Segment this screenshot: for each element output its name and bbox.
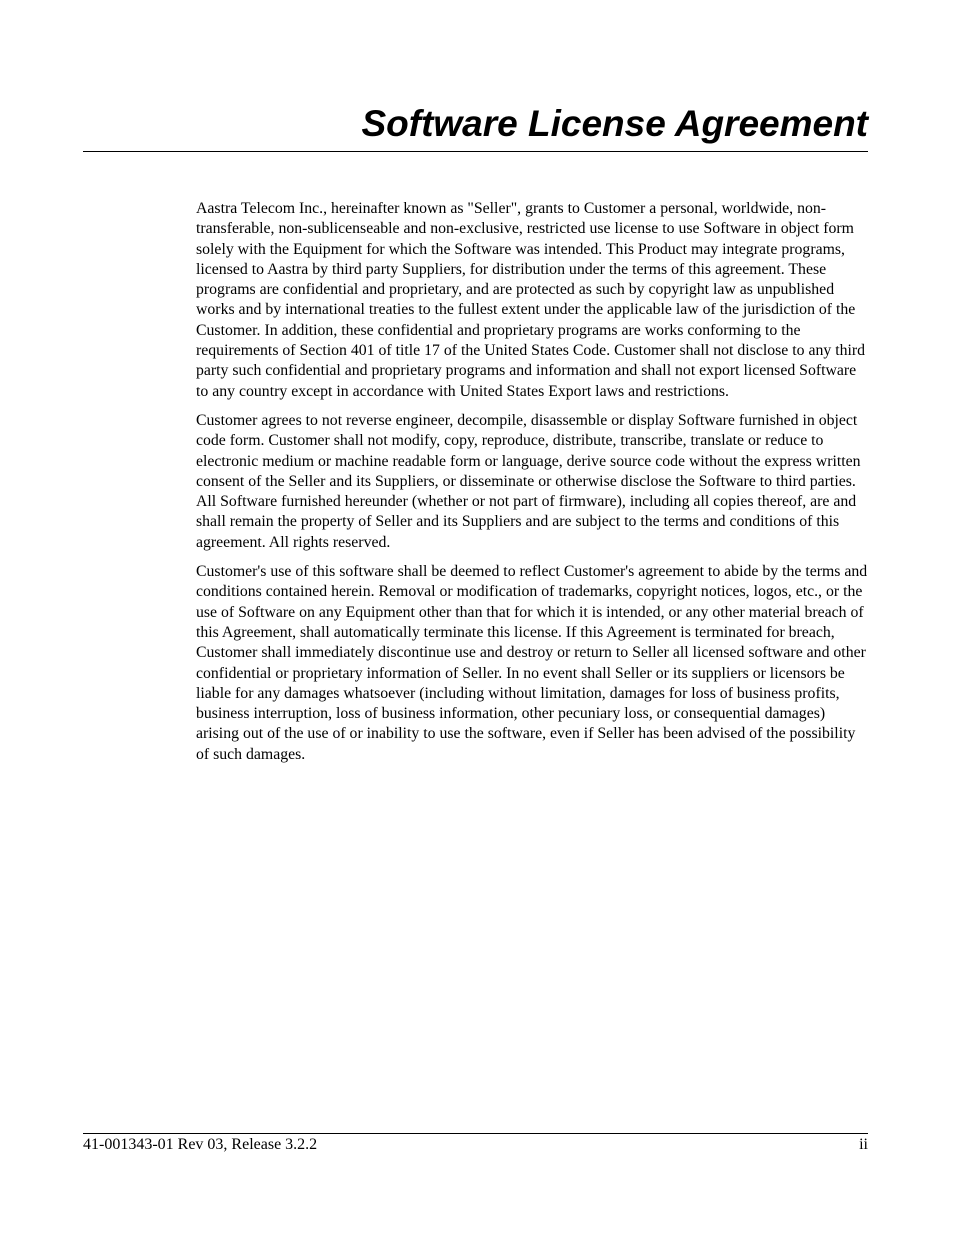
footer-divider bbox=[83, 1133, 868, 1134]
page-title: Software License Agreement bbox=[361, 103, 868, 144]
title-divider bbox=[83, 151, 868, 152]
license-paragraph-restrictions: Customer agrees to not reverse engineer, decompile, disassemble or display Software furnished in object code form. Customer shall not modify, copy, reproduce, distribute, transcribe, translate or reduce to electronic medium or machine readable form or language, derive source code without the express written consent of the Seller and its Suppliers, or disseminate or otherwise disclose the Software to third parties. All Software furnished hereunder (whether or not part of firmware), including all copies thereof, are and shall remain the property of Seller and its Suppliers and are subject to the terms and conditions of this agreement. All rights reserved. bbox=[196, 411, 861, 551]
document-id: 41-001343-01 Rev 03, Release 3.2.2 bbox=[83, 1136, 318, 1153]
license-paragraph-grant: Aastra Telecom Inc., hereinafter known as "Seller", grants to Customer a personal, worldwide, non-transferable, non-sublicenseable and non-exclusive, restricted use license to use Software in object form solely with the Equipment for which the Software was intended. This Product may integrate programs, licensed to Aastra by third party Suppliers, for distribution under the terms of this agreement. These programs are confidential and proprietary, and are protected as such by copyright law as unpublished works and by international treaties to the fullest extent under the applicable law of the jurisdiction of the Customer. In addition, these confidential and proprietary programs are works conforming to the requirements of Section 401 of title 17 of the United States Code. Customer shall not disclose to any third party such confidential and proprietary programs and information and shall not export licensed Software to any country except in accordance with United States Export laws and restrictions. bbox=[196, 200, 866, 400]
page-number: ii bbox=[859, 1136, 868, 1153]
license-paragraph-termination: Customer's use of this software shall be deemed to reflect Customer's agreement to abide by the terms and conditions contained herein. Removal or modification of trademarks, copyright notices, logos, etc., or the use of Software on any Equipment other than that for which it is intended, or any other material breach of this Agreement, shall automatically terminate this license. If this Agreement is terminated for breach, Customer shall immediately discontinue use and destroy or return to Seller all licensed software and other confidential or proprietary information of Seller. In no event shall Seller or its suppliers or licensors be liable for any damages whatsoever (including without limitation, damages for loss of business profits, business interruption, loss of business information, other pecuniary loss, or consequential damages) arising out of the use of or inability to use the software, even if Seller has been advised of the possibility of such damages. bbox=[196, 563, 868, 763]
license-body bbox=[196, 199, 868, 774]
